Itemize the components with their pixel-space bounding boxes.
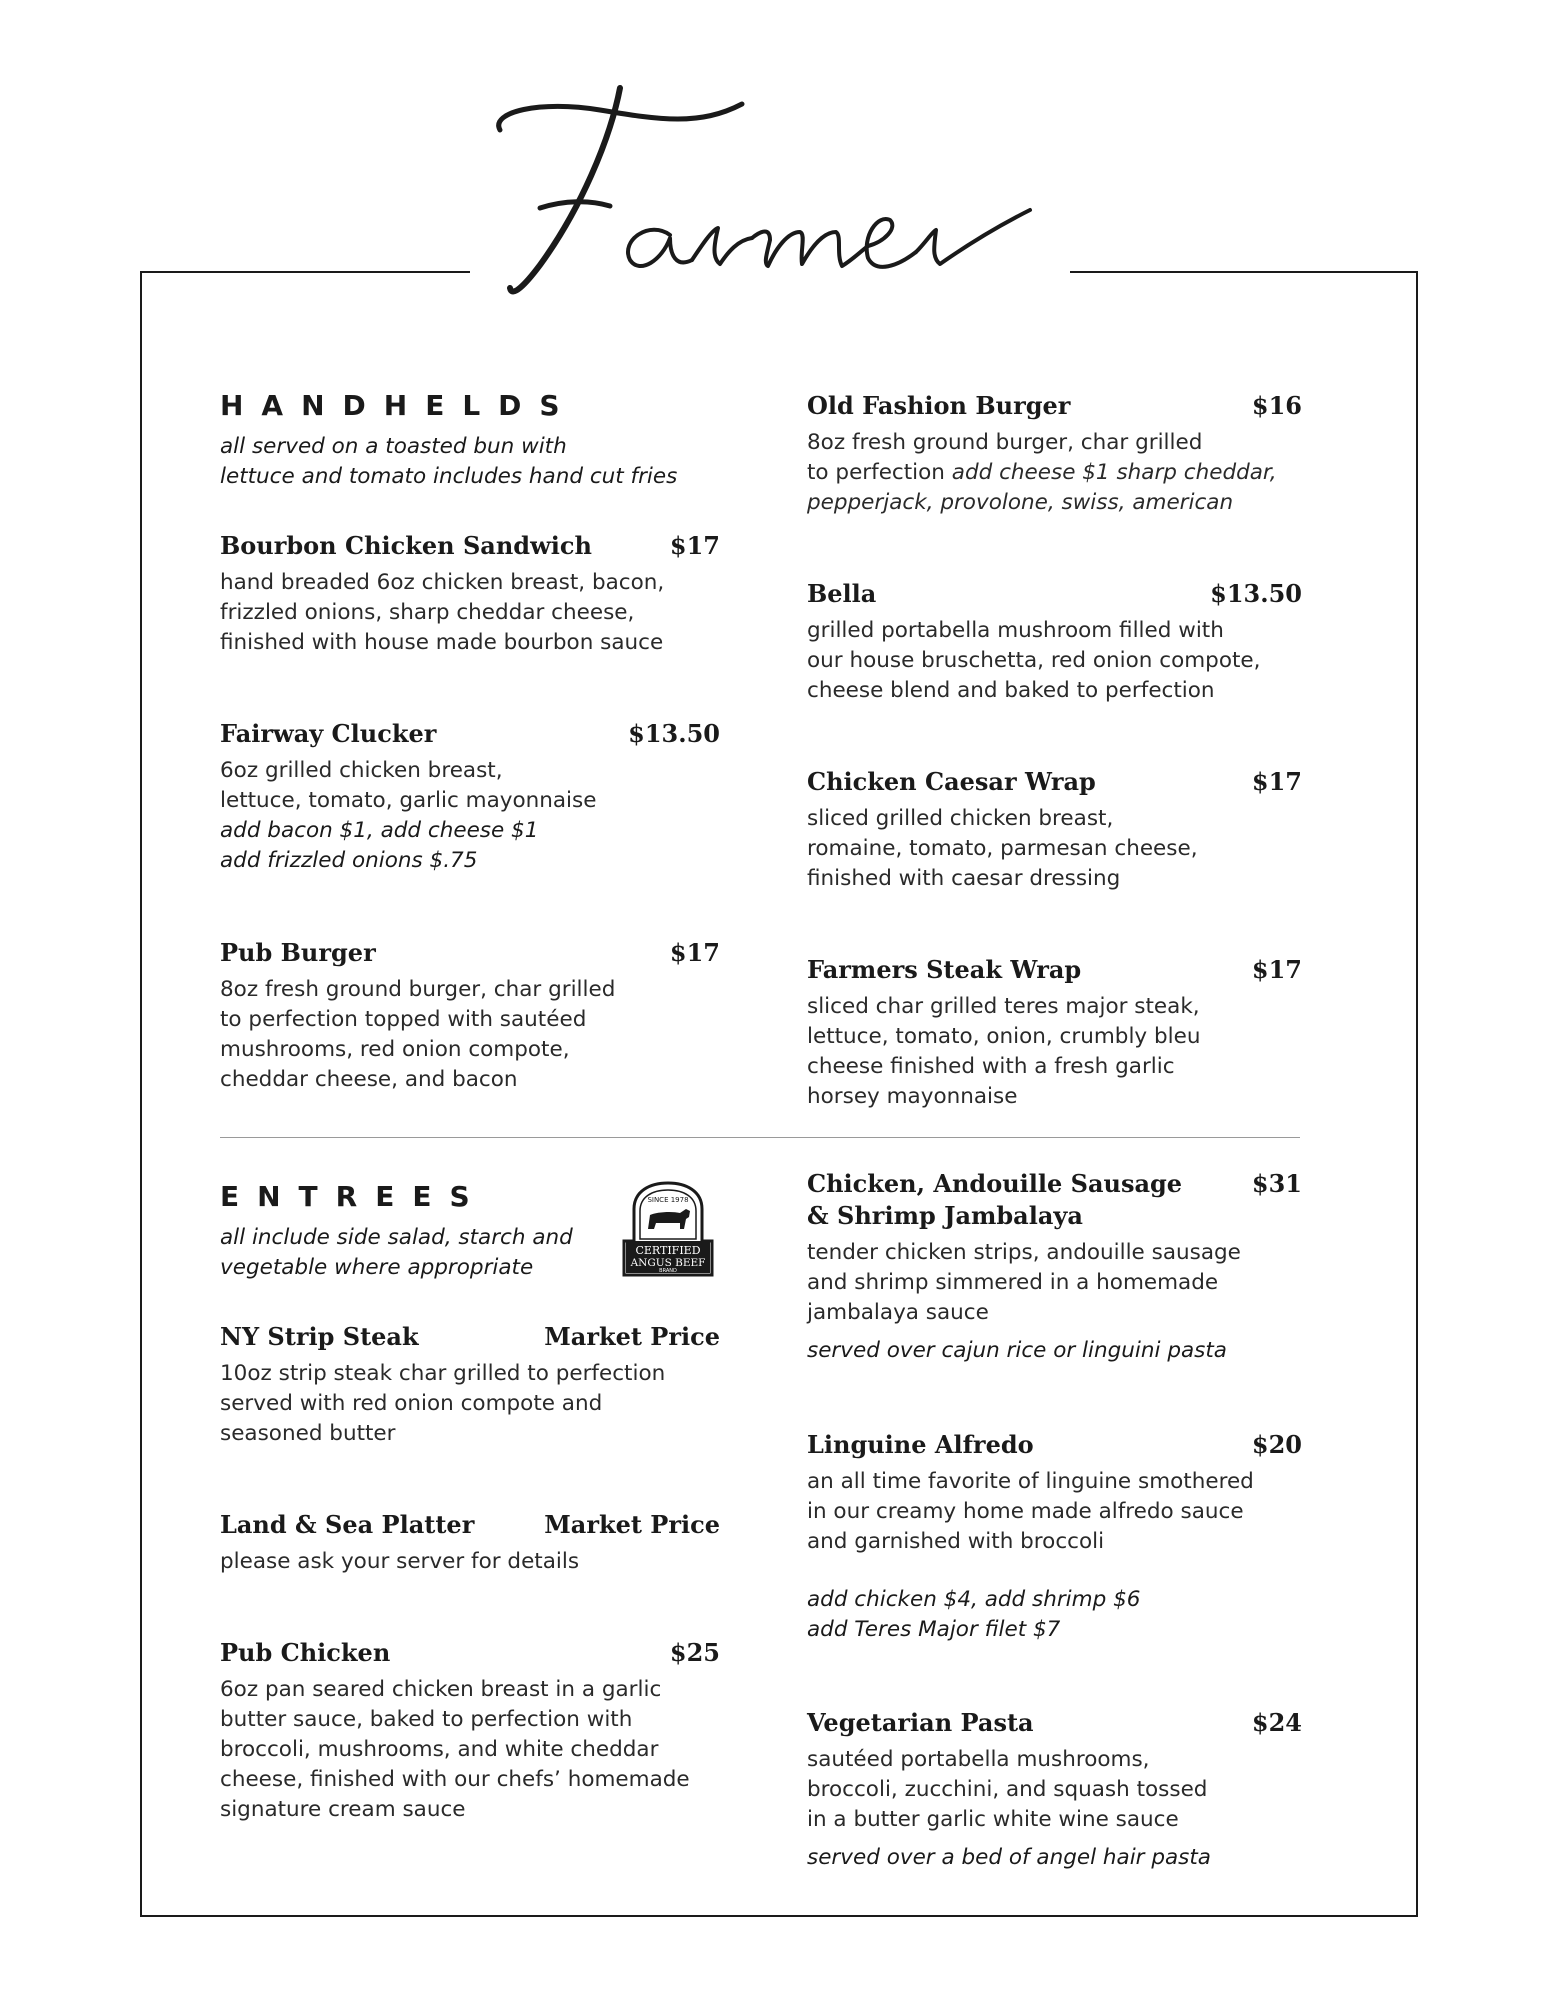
menu-item <box>220 1321 720 1449</box>
desc-line3-addon: pepperjack, provolone, swiss, american <box>807 490 1234 515</box>
menu-item <box>807 954 1302 1112</box>
item-header <box>807 390 1302 422</box>
item-price: Market Price <box>544 1510 720 1539</box>
badge-since: SINCE 1978 <box>647 1196 689 1204</box>
item-price: $13.50 <box>1210 579 1302 608</box>
item-description: hand breaded 6oz chicken breast, bacon, frizzled onions, sharp cheddar cheese, finished with house made bourbon sauce <box>220 570 665 655</box>
item-price: $25 <box>669 1638 720 1667</box>
farmer-logo <box>470 60 1090 360</box>
menu-item <box>807 390 1302 518</box>
desc-line1: 8oz fresh ground burger, char grilled <box>807 430 1203 455</box>
entrees-title: ENTREES <box>220 1180 488 1213</box>
item-description: 6oz pan seared chicken breast in a garlic butter sauce, baked to perfection with broccoli, mushrooms, and white cheddar cheese, finished with our chefs’ homemade signature cream sauce <box>220 1677 690 1822</box>
menu-item <box>220 1509 720 1577</box>
item-header <box>807 766 1302 798</box>
item-header <box>220 530 720 562</box>
item-price: $17 <box>669 531 720 560</box>
item-description: 8oz fresh ground burger, char grilled to perfection topped with sautéed mushrooms, red onion compote, cheddar cheese, and bacon <box>220 977 616 1092</box>
item-header <box>807 578 1302 610</box>
section-divider <box>220 1137 1300 1138</box>
certified-angus-beef-badge <box>616 1179 720 1283</box>
item-header <box>220 1509 720 1541</box>
menu-item <box>807 1707 1302 1873</box>
menu-item <box>220 718 720 876</box>
item-header <box>220 937 720 969</box>
item-addons: add chicken $4, add shrimp $6 add Teres Major filet $7 <box>807 1587 1141 1642</box>
item-name: Pub Chicken <box>220 1638 391 1667</box>
item-price: $13.50 <box>628 719 720 748</box>
item-name: Land & Sea Platter <box>220 1510 475 1539</box>
item-price: $20 <box>1251 1430 1302 1459</box>
item-header <box>807 954 1302 986</box>
entrees-subtitle-line2: vegetable where appropriate <box>220 1255 534 1280</box>
item-price: $17 <box>1251 767 1302 796</box>
item-name: NY Strip Steak <box>220 1322 419 1351</box>
handhelds-title: HANDHELDS <box>220 389 578 422</box>
item-description: 10oz strip steak char grilled to perfection served with red onion compote and seasoned butter <box>220 1361 666 1446</box>
item-price: $24 <box>1251 1708 1302 1737</box>
item-name: Chicken Caesar Wrap <box>807 767 1096 796</box>
menu-item <box>807 1168 1302 1366</box>
item-addons: served over cajun rice or linguini pasta <box>807 1338 1227 1363</box>
item-header <box>220 718 720 750</box>
desc-line2: to perfection <box>807 460 952 485</box>
item-description: sautéed portabella mushrooms, broccoli, zucchini, and squash tossed in a butter garlic white wine sauce <box>807 1747 1208 1832</box>
menu-item <box>807 766 1302 894</box>
item-price: $16 <box>1251 391 1302 420</box>
menu-item <box>220 937 720 1095</box>
item-price: $17 <box>669 938 720 967</box>
item-name: Bourbon Chicken Sandwich <box>220 531 592 560</box>
item-header <box>220 1637 720 1669</box>
handhelds-subtitle-line2: lettuce and tomato includes hand cut fries <box>220 464 678 489</box>
item-header <box>807 1429 1302 1461</box>
item-description: an all time favorite of linguine smothered in our creamy home made alfredo sauce and garnished with broccoli <box>807 1469 1254 1554</box>
item-price: $31 <box>1251 1169 1302 1198</box>
item-name: Pub Burger <box>220 938 376 967</box>
item-name: Fairway Clucker <box>220 719 437 748</box>
item-description: tender chicken strips, andouille sausage and shrimp simmered in a homemade jambalaya sauce <box>807 1240 1241 1325</box>
item-price: Market Price <box>544 1322 720 1351</box>
item-description: please ask your server for details <box>220 1549 580 1574</box>
item-name: Chicken, Andouille Sausage & Shrimp Jambalaya <box>807 1169 1183 1230</box>
badge-certified: CERTIFIED <box>635 1244 701 1257</box>
menu-item <box>220 530 720 658</box>
handhelds-subtitle <box>220 432 720 492</box>
item-header <box>807 1168 1302 1232</box>
menu-item <box>807 1429 1302 1645</box>
handhelds-subtitle-line1: all served on a toasted bun with <box>220 434 567 459</box>
item-description <box>807 428 1302 518</box>
desc-line2-addon: add cheese $1 sharp cheddar, <box>951 460 1277 485</box>
badge-angus: ANGUS BEEF <box>630 1257 706 1269</box>
badge-brand: BRAND <box>659 1268 677 1274</box>
entrees-subtitle-line1: all include side salad, starch and <box>220 1225 573 1250</box>
item-header <box>807 1707 1302 1739</box>
item-addons: served over a bed of angel hair pasta <box>807 1845 1211 1870</box>
item-description: 6oz grilled chicken breast, lettuce, tomato, garlic mayonnaise <box>220 758 597 813</box>
item-name: Linguine Alfredo <box>807 1430 1034 1459</box>
item-description: grilled portabella mushroom filled with our house bruschetta, red onion compote, cheese blend and baked to perfection <box>807 618 1261 703</box>
menu-item <box>807 578 1302 706</box>
item-price: $17 <box>1251 955 1302 984</box>
item-header <box>220 1321 720 1353</box>
item-description: sliced grilled chicken breast, romaine, tomato, parmesan cheese, finished with caesar dressing <box>807 806 1198 891</box>
item-addons: add bacon $1, add cheese $1 add frizzled onions $.75 <box>220 818 539 873</box>
item-description: sliced char grilled teres major steak, lettuce, tomato, onion, crumbly bleu cheese finished with a fresh garlic horsey mayonnaise <box>807 994 1201 1109</box>
item-name: Farmers Steak Wrap <box>807 955 1082 984</box>
item-name: Bella <box>807 579 877 608</box>
menu-item <box>220 1637 720 1825</box>
item-name: Vegetarian Pasta <box>807 1708 1034 1737</box>
item-name: Old Fashion Burger <box>807 391 1071 420</box>
